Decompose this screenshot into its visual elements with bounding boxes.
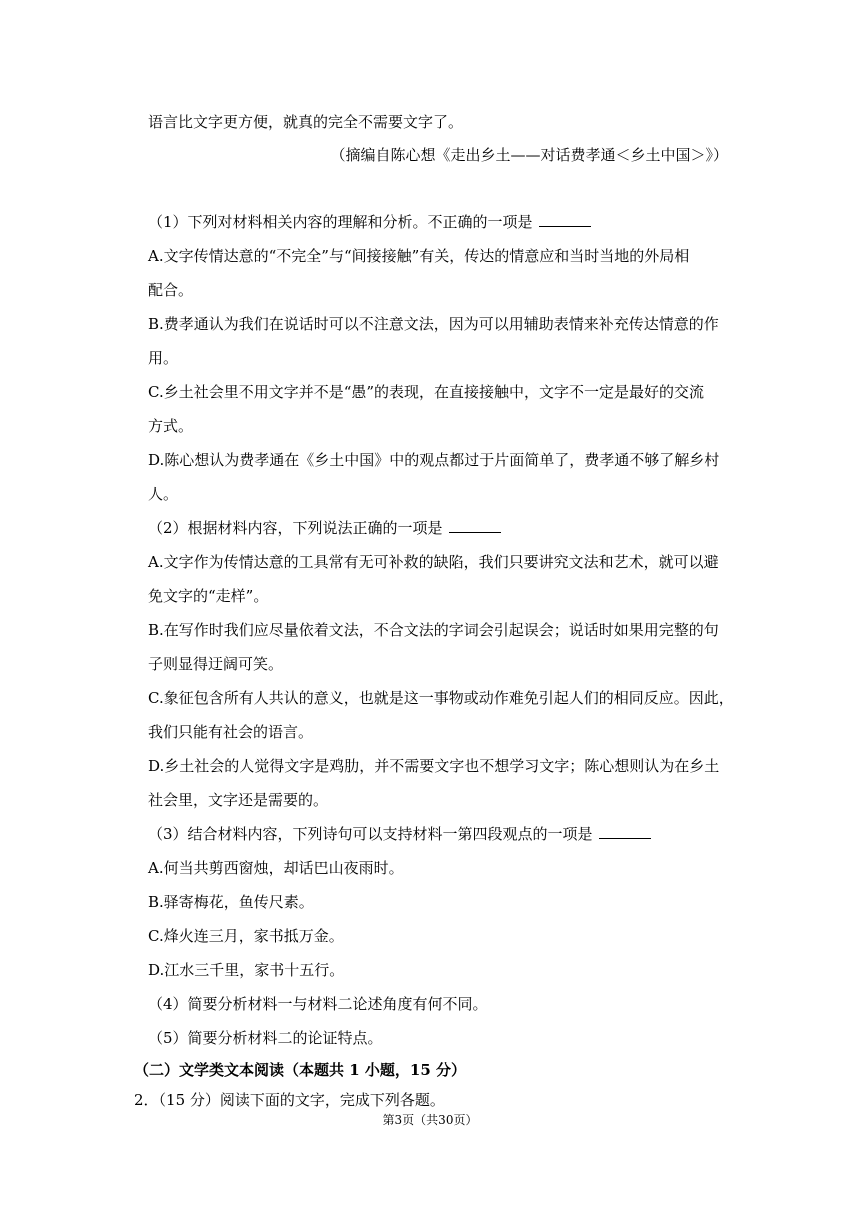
question-1-stem [148,212,748,232]
q1-option-a-line1: A.文字传情达意的“不完全”与“间接接触”有关，传达的情意应和当时当地的外局相 [148,247,690,265]
question-2-stem-text: （2）根据材料内容，下列说法正确的一项是 [148,519,443,537]
question-5-stem: （5）简要分析材料二的论证特点。 [148,1029,383,1047]
q2-option-c-line1: C.象征包含所有人共认的意义，也就是这一事物或动作难免引起人们的相同反应。因此， [148,689,734,707]
source-citation: （摘编自陈心想《走出乡土——对话费孝通＜乡土中国＞》） [330,146,728,164]
q1-option-b-line2: 用。 [148,349,179,367]
q2-option-b-line2: 子则显得迂阔可笑。 [148,655,284,673]
continuation-text: 语言比文字更方便，就真的完全不需要文字了。 [148,113,464,131]
q3-option-b: B.驿寄梅花，鱼传尺素。 [148,893,314,911]
question-4-stem: （4）简要分析材料一与材料二论述角度有何不同。 [148,995,488,1013]
q2-option-b-line1: B.在写作时我们应尽量依着文法，不合文法的字词会引起误会；说话时如果用完整的句 [148,621,719,639]
q1-option-a-line2: 配合。 [148,281,194,299]
q2-option-d-line2: 社会里，文字还是需要的。 [148,791,329,809]
q2-option-d-line1: D.乡土社会的人觉得文字是鸡肋，并不需要文字也不想学习文字；陈心想则认为在乡土 [148,757,720,775]
question-3-stem [148,824,748,844]
question-2-stem [148,518,748,538]
question-3-stem-text: （3）结合材料内容，下列诗句可以支持材料一第四段观点的一项是 [148,825,593,843]
answer-blank [539,212,591,227]
question-1-stem-text: （1）下列对材料相关内容的理解和分析。不正确的一项是 [148,213,533,231]
q2-option-c-line2: 我们只能有社会的语言。 [148,723,314,741]
q1-option-d-line2: 人。 [148,485,179,503]
page-footer: 第3页（共30页） [382,1113,478,1127]
answer-blank [599,824,651,839]
q1-option-c-line1: C.乡土社会里不用文字并不是“愚”的表现，在直接接触中，文字不一定是最好的交流 [148,383,705,401]
question-2-intro: 2．（15 分）阅读下面的文字，完成下列各题。 [134,1091,445,1109]
section-heading: （二）文学类文本阅读（本题共 1 小题，15 分） [134,1061,466,1079]
q3-option-c: C.烽火连三月，家书抵万金。 [148,927,344,945]
q3-option-d: D.江水三千里，家书十五行。 [148,961,345,979]
q1-option-b-line1: B.费孝通认为我们在说话时可以不注意文法，因为可以用辅助表情来补充传达情意的作 [148,315,719,333]
q1-option-d-line1: D.陈心想认为费孝通在《乡土中国》中的观点都过于片面简单了，费孝通不够了解乡村 [148,451,720,469]
q3-option-a: A.何当共剪西窗烛，却话巴山夜雨时。 [148,859,404,877]
q2-option-a-line2: 免文字的“走样”。 [148,587,269,605]
answer-blank [449,518,501,533]
q2-option-a-line1: A.文字作为传情达意的工具常有无可补救的缺陷，我们只要讲究文法和艺术，就可以避 [148,553,719,571]
q1-option-c-line2: 方式。 [148,417,194,435]
